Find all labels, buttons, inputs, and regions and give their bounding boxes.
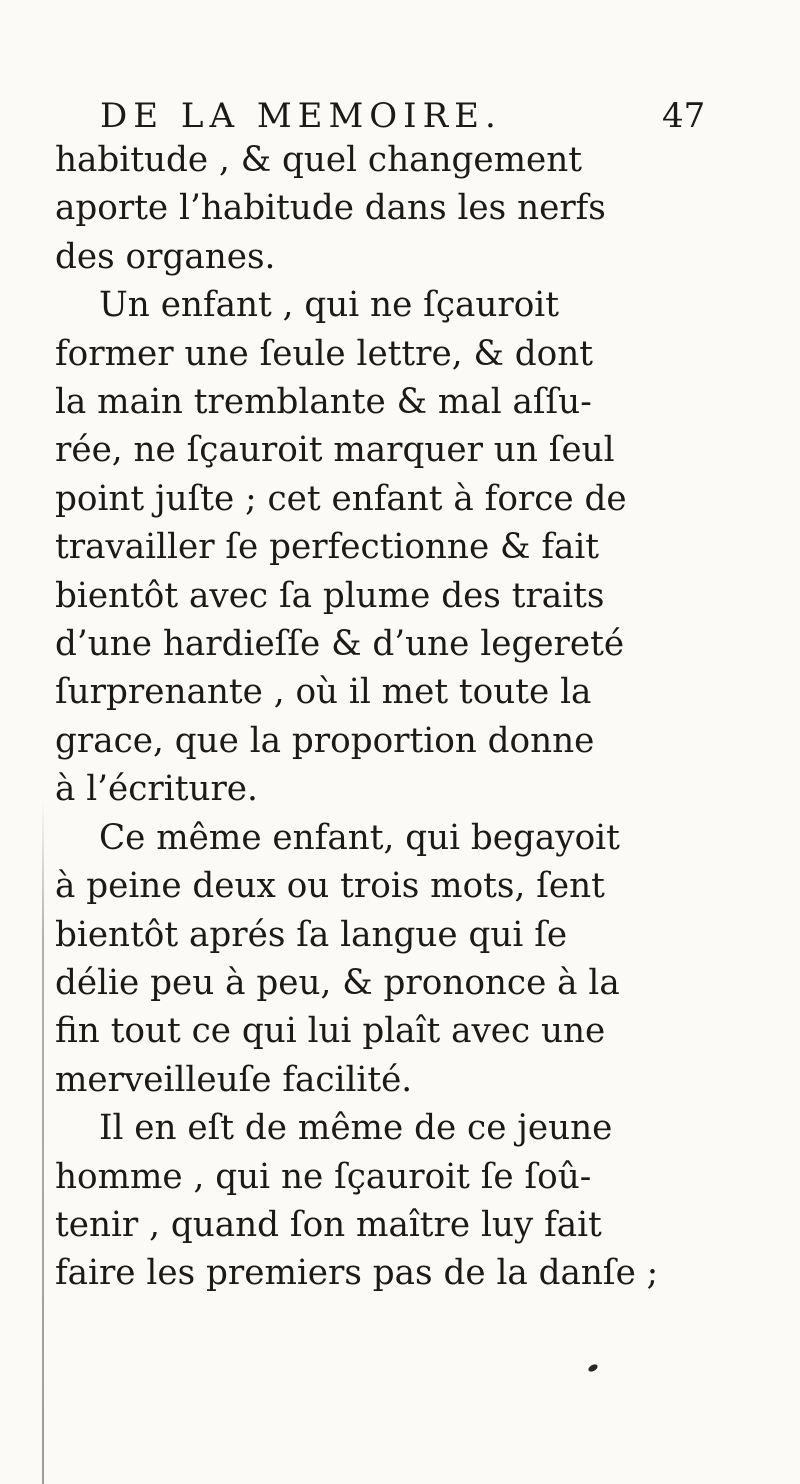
- body-text: [55, 136, 775, 1298]
- text-line: d’une hardieſſe & d’une legereté: [55, 624, 625, 665]
- paragraph-start-line: Ce même enfant, qui begayoit: [99, 817, 620, 858]
- page-gutter-shadow: [42, 800, 44, 1484]
- text-line: à l’écriture.: [55, 769, 258, 810]
- text-line: ſurprenante , où il met toute la: [55, 672, 592, 713]
- text-line: faire les premiers pas de la danſe ;: [55, 1253, 659, 1294]
- text-line: travailler ſe perfectionne & fait: [55, 527, 600, 568]
- text-line: des organes.: [55, 236, 276, 277]
- ink-spot: [587, 1363, 599, 1373]
- running-title: DE LA MEMOIRE.: [100, 96, 502, 136]
- text-line: bientôt avec ſa plume des traits: [55, 575, 605, 616]
- text-line: homme , qui ne ſçauroit ſe ſoû-: [55, 1156, 592, 1197]
- text-line: rée, ne ſçauroit marquer un ſeul: [55, 430, 615, 471]
- text-line: habitude , & quel changement: [55, 140, 583, 180]
- text-line: tenir , quand ſon maître luy fait: [55, 1204, 602, 1245]
- text-line: former une ſeule lettre, & dont: [55, 333, 593, 374]
- text-line: délie peu à peu, & prononce à la: [55, 962, 620, 1003]
- text-line: fin tout ce qui lui plaît avec une: [55, 1011, 606, 1052]
- page-header: [100, 96, 740, 136]
- page-number: 47: [662, 96, 706, 136]
- text-line: bientôt aprés ſa langue qui ſe: [55, 914, 568, 955]
- text-line: point juſte ; cet enfant à force de: [55, 478, 627, 519]
- text-line: merveilleuſe facilité.: [55, 1059, 413, 1100]
- text-line: aporte l’habitude dans les nerfs: [55, 188, 606, 229]
- paragraph-start-line: Il en eſt de même de ce jeune: [99, 1108, 613, 1149]
- paragraph-start-line: Un enfant , qui ne ſçauroit: [99, 285, 559, 326]
- text-line: grace, que la proportion donne: [55, 720, 595, 761]
- text-line: la main tremblante & mal aſſu-: [55, 382, 592, 423]
- text-line: à peine deux ou trois mots, ſent: [55, 866, 605, 907]
